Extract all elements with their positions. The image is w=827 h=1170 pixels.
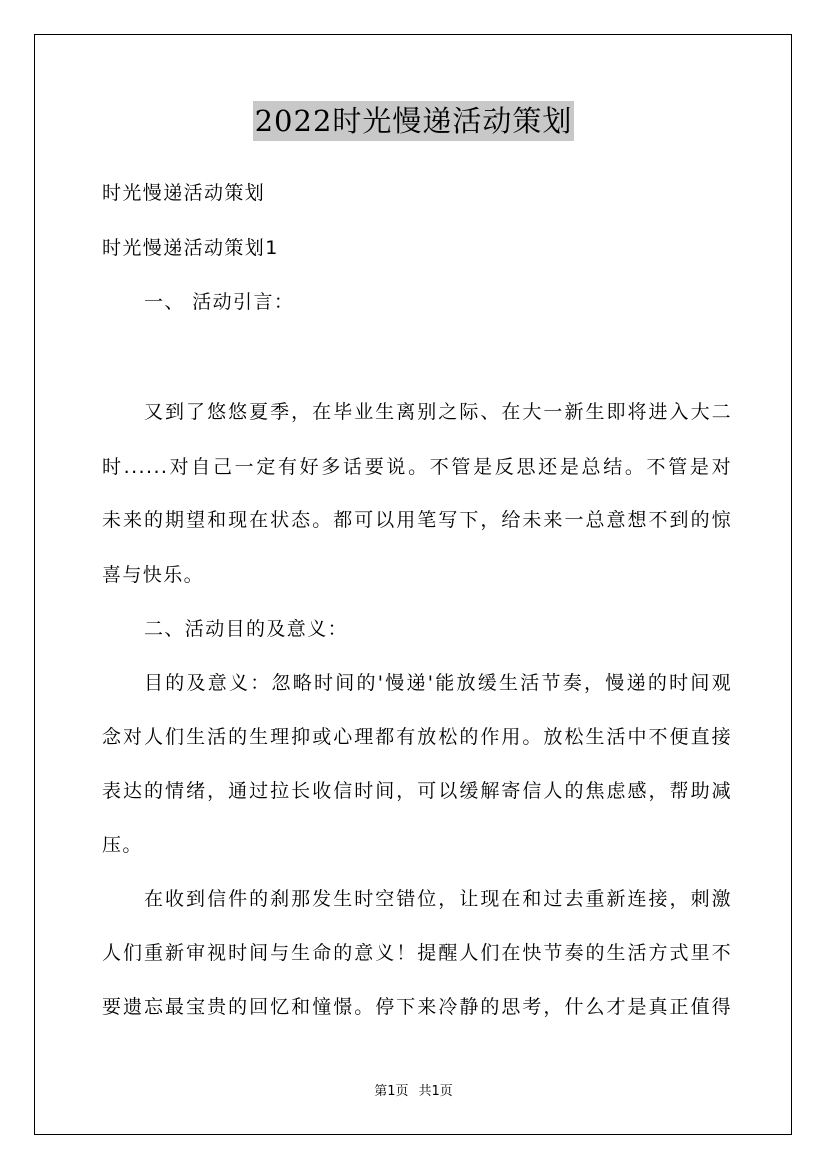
paragraph-line: 在收到信件的刹那发生时空错位，让现在和过去重新连接，刺激 [144,888,732,910]
paragraph-line: 念对人们生活的生理抑或心理都有放松的作用。放松生活中不便直接 [102,726,732,748]
paragraph-line: 又到了悠悠夏季，在毕业生离别之际、在大一新生即将进入大二 [144,401,732,423]
heading-purpose: 二、活动目的及意义： [144,618,349,640]
paragraph-line: 时......对自己一定有好多话要说。不管是反思还是总结。不管是对 [102,456,732,478]
paragraph-line: 压。 [102,834,143,856]
page-total: 共1页 [418,1084,453,1099]
title-container [0,101,827,141]
paragraph-line: 要遗忘最宝贵的回忆和憧憬。停下来冷静的思考，什么才是真正值得 [102,996,732,1018]
paragraph-line: 未来的期望和现在状态。都可以用笔写下，给未来一总意想不到的惊 [102,509,732,531]
heading-introduction: 一、 活动引言： [144,291,295,313]
paragraph-line: 目的及意义：忽略时间的'慢递'能放缓生活节奏，慢递的时间观 [144,672,732,694]
subtitle-line: 时光慢递活动策划 [102,182,266,204]
page-footer [0,1082,827,1102]
paragraph-line: 人们重新审视时间与生命的意义！提醒人们在快节奏的生活方式里不 [102,942,732,964]
section-heading-line: 时光慢递活动策划1 [102,237,279,259]
paragraph-line: 表达的情绪，通过拉长收信时间，可以缓解寄信人的焦虑感，帮助减 [102,780,732,802]
page-number: 第1页 [374,1084,409,1099]
paragraph-line: 喜与快乐。 [102,564,205,586]
document-title: 2022时光慢递活动策划 [253,101,575,141]
